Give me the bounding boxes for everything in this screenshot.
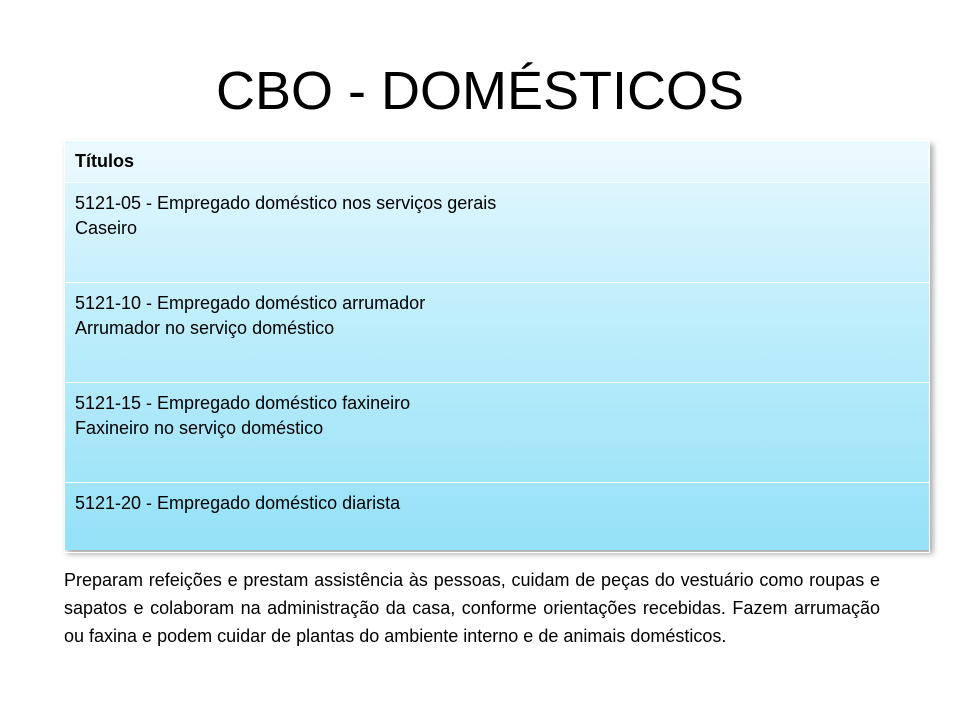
occupation-synonym: Arrumador no serviço doméstico [75, 318, 335, 338]
titles-table-container [64, 140, 930, 550]
titles-table [64, 140, 930, 553]
table-header-titulos: Títulos [65, 141, 930, 183]
table-row [65, 283, 930, 383]
occupation-code-title: 5121-15 - Empregado doméstico faxineiro [75, 393, 411, 413]
table-header-row [65, 141, 930, 183]
slide-title: CBO - DOMÉSTICOS [215, 61, 745, 121]
occupation-code-title: 5121-20 - Empregado doméstico diarista [75, 493, 401, 513]
table-row [65, 483, 930, 553]
occupation-code-title: 5121-05 - Empregado doméstico nos serviços gerais [75, 193, 497, 213]
table-cell [65, 283, 930, 383]
table-cell [65, 183, 930, 283]
occupation-code-title: 5121-10 - Empregado doméstico arrumador [75, 293, 426, 313]
occupation-synonym: Caseiro [75, 218, 138, 238]
table-cell [65, 383, 930, 483]
table-cell [65, 483, 930, 553]
table-row [65, 183, 930, 283]
occupation-synonym: Faxineiro no serviço doméstico [75, 418, 324, 438]
description-paragraph: Preparam refeições e prestam assistência às pessoas, cuidam de peças do vestuário como roupas e sapatos e colaboram na administração da casa, conforme orientações recebidas. Fazem arrumação ou faxina e podem cuidar de plantas do ambiente interno e de animais domésticos. [64, 570, 880, 646]
table-row [65, 383, 930, 483]
